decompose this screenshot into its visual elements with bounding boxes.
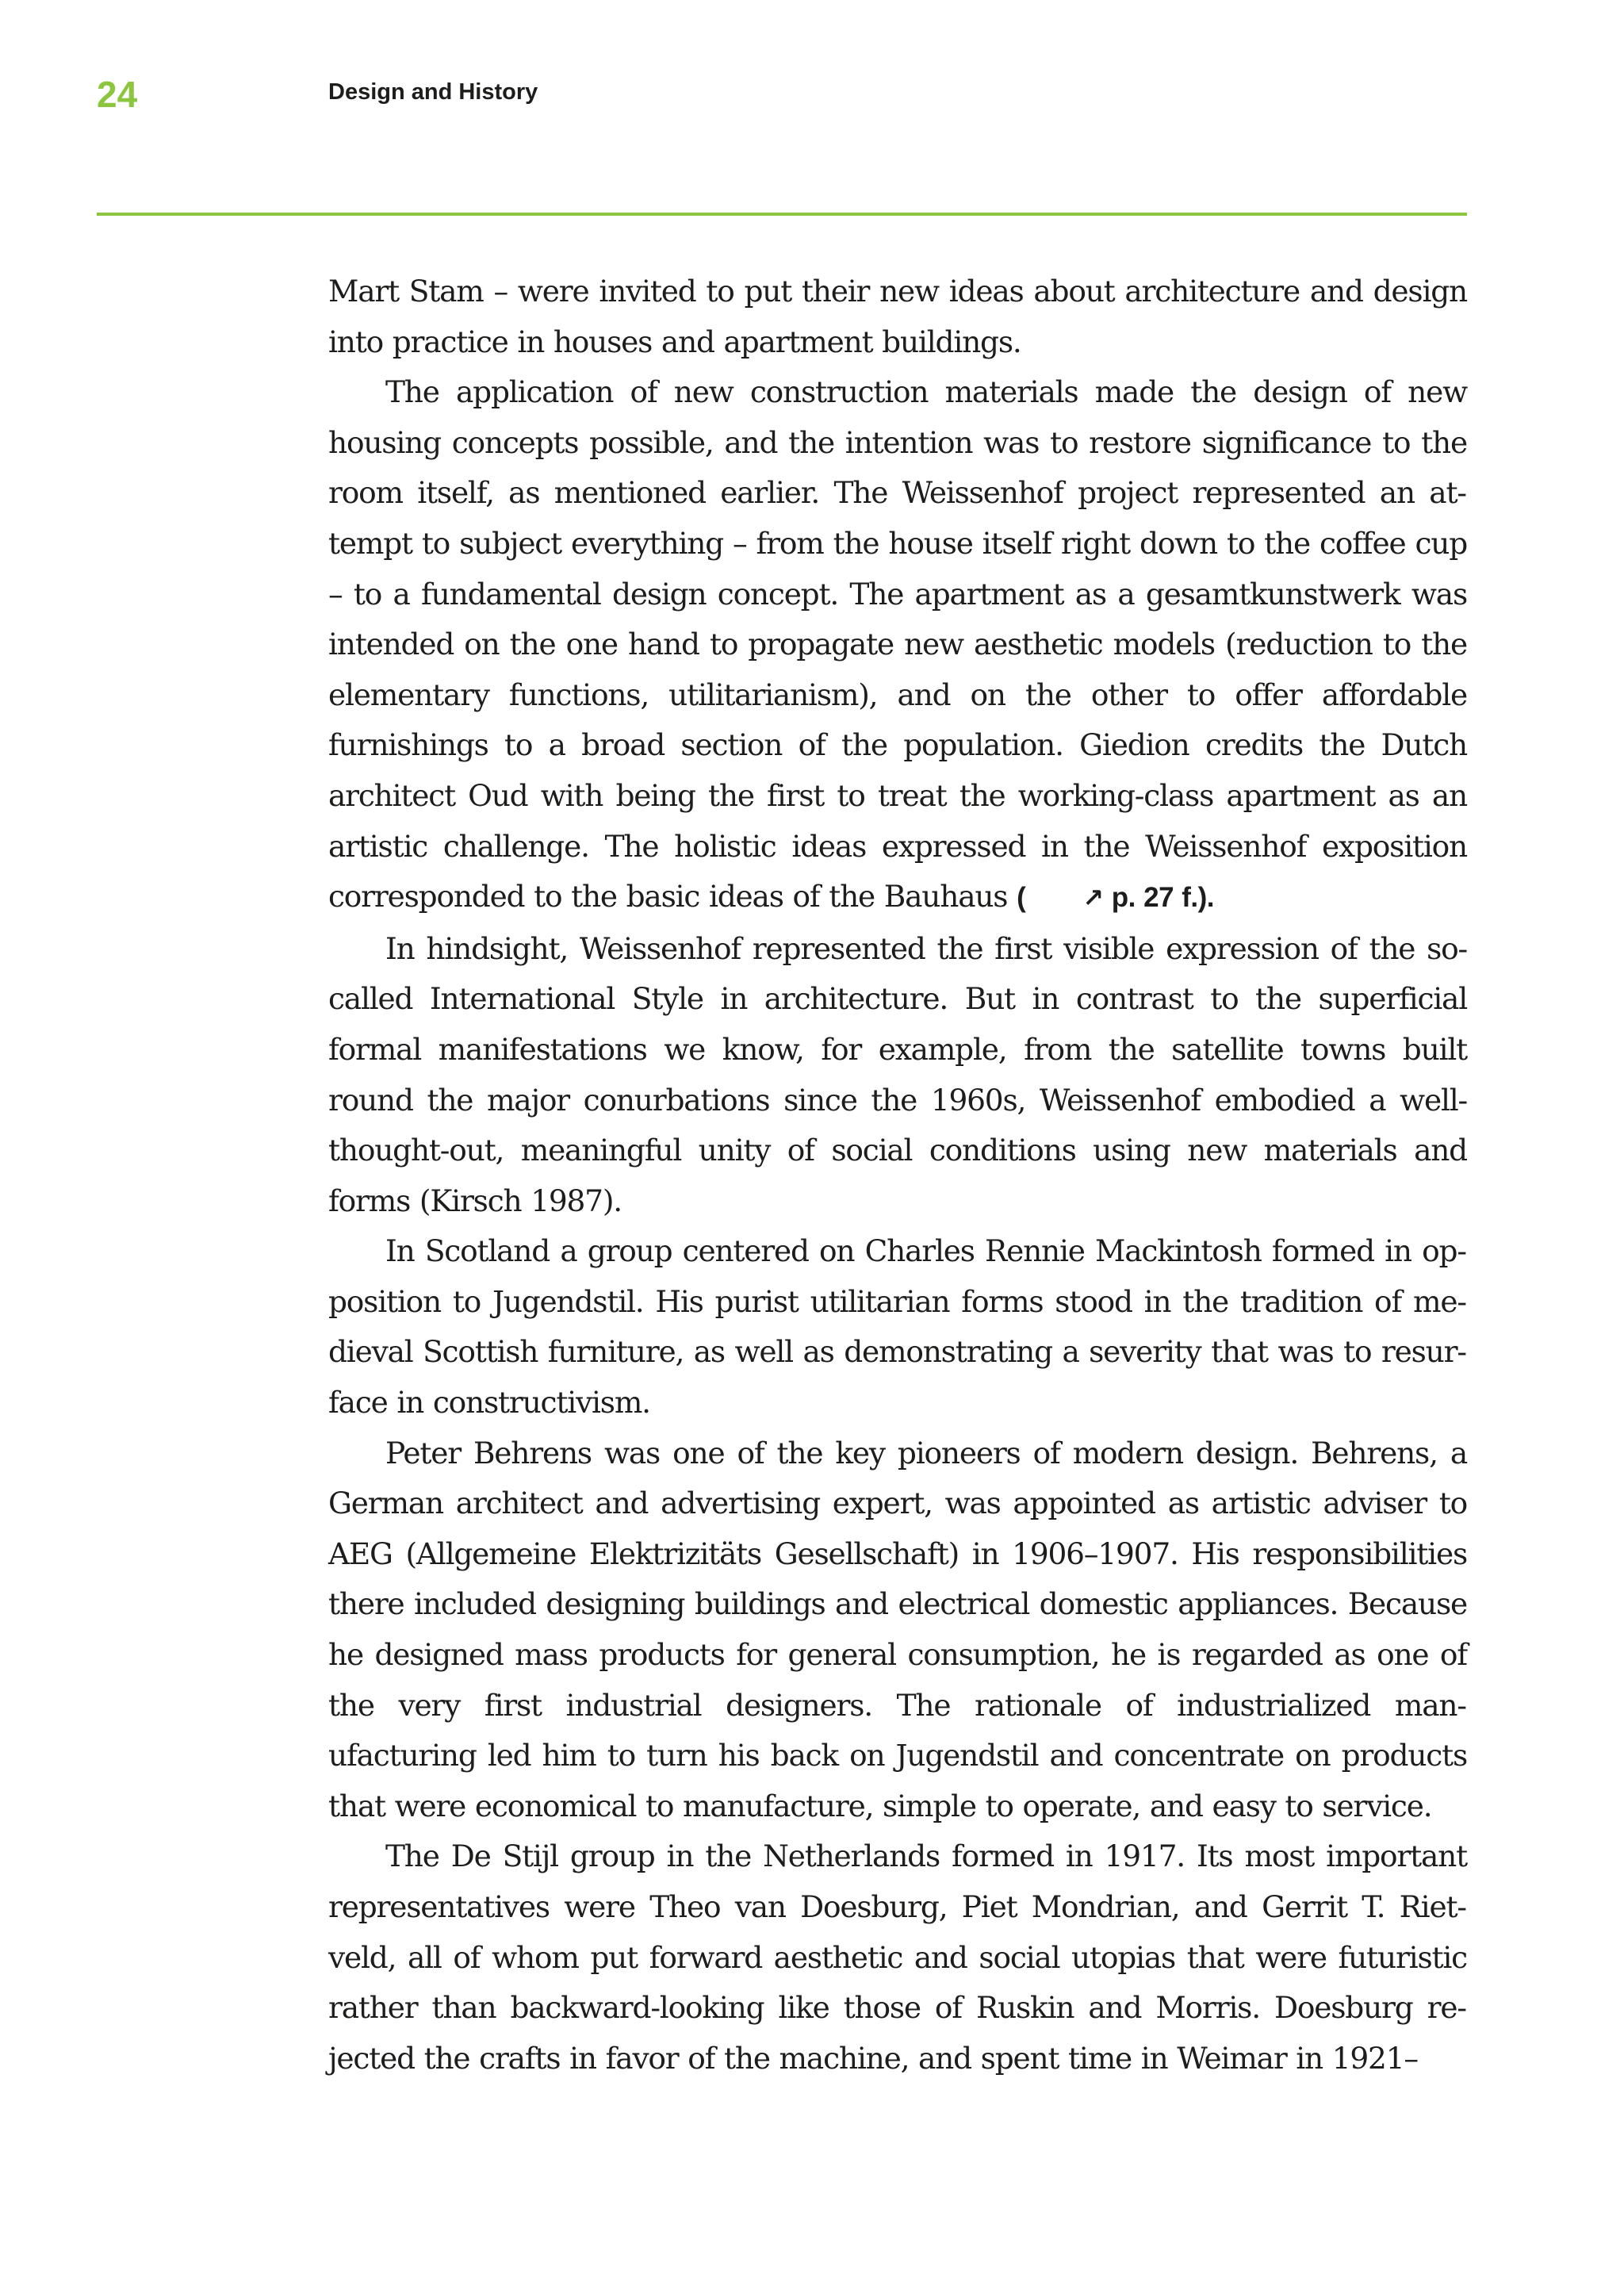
- xref-page: p. 27 f.: [1111, 882, 1198, 914]
- paragraph: The De Stijl group in the Netherlands formed in 1917. Its most important representatives were Theo van Doesburg, Piet Mondrian, and Gerrit T. Rietveld, all of whom put forward aesthetic and social utopias that were futuristic rather than backward-looking like those of Ruskin and Morris. Doesburg rejected the crafts in favor of the machine, and spent time in Weimar in 1921–: [328, 1839, 1467, 2076]
- page-number: 24: [97, 74, 138, 115]
- paragraph-text: The application of new construction materials made the design of new housing concepts possible, and the intention was to restore significance to the room itself, as mentioned earlier. The Weissenhof project represented an attempt to subject everything – from the house itself right down to the coffee cup – to a fundamental design concept. The apartment as a gesamtkunstwerk was intended on the one hand to propagate new aesthetic models (reduction to the elementary functions, utilitarianism), and on the other to offer affordable furnishings to a broad section of the population. Giedion credits the Dutch architect Oud with being the first to treat the working-class apartment as an artistic challenge. The holistic ideas expressed in the Weissenhof exposition corresponded to the basic ideas of the Bauhaus: [328, 374, 1467, 915]
- paragraph: Mart Stam – were invited to put their new ideas about architecture and design into practice in houses and apartment buildings.: [328, 274, 1467, 359]
- paragraph: [328, 367, 1467, 924]
- paragraph: In Scotland a group centered on Charles Rennie Mackintosh formed in opposition to Jugendstil. His purist utilitarian forms stood in the tradition of medieval Scottish furniture, as well as demonstrating a severity that was to resurface in constructivism.: [328, 1233, 1467, 1421]
- paragraph: Peter Behrens was one of the key pioneers of modern design. Behrens, a German architect and advertising expert, was appointed as artistic adviser to AEG (Allgemeine Elektrizitäts Gesellschaft) in 1906–1907. His responsibilities there included designing buildings and electrical domestic appliances. Because he designed mass products for general consumption, he is regarded as one of the very first industrial designers. The rationale of industrialized manufacturing led him to turn his back on Jugendstil and concentrate on products that were economical to manufacture, simple to operate, and easy to service.: [328, 1435, 1467, 1823]
- body-text: [328, 266, 1467, 2084]
- xref-close: ).: [1197, 882, 1215, 914]
- arrow-up-right-icon: ↗: [1082, 884, 1104, 913]
- cross-reference[interactable]: [1017, 882, 1214, 913]
- xref-open: (: [1017, 882, 1026, 914]
- header-rule: [97, 213, 1467, 216]
- running-title: Design and History: [328, 79, 538, 105]
- paragraph: In hindsight, Weissenhof represented the first visible expression of the so-called International Style in architecture. But in contrast to the superficial formal manifestations we know, for example, from the satellite towns built round the major conurbations since the 1960s, Weissenhof embodied a well-thought-out, meaningful unity of social conditions using new materials and forms (Kirsch 1987).: [328, 930, 1467, 1218]
